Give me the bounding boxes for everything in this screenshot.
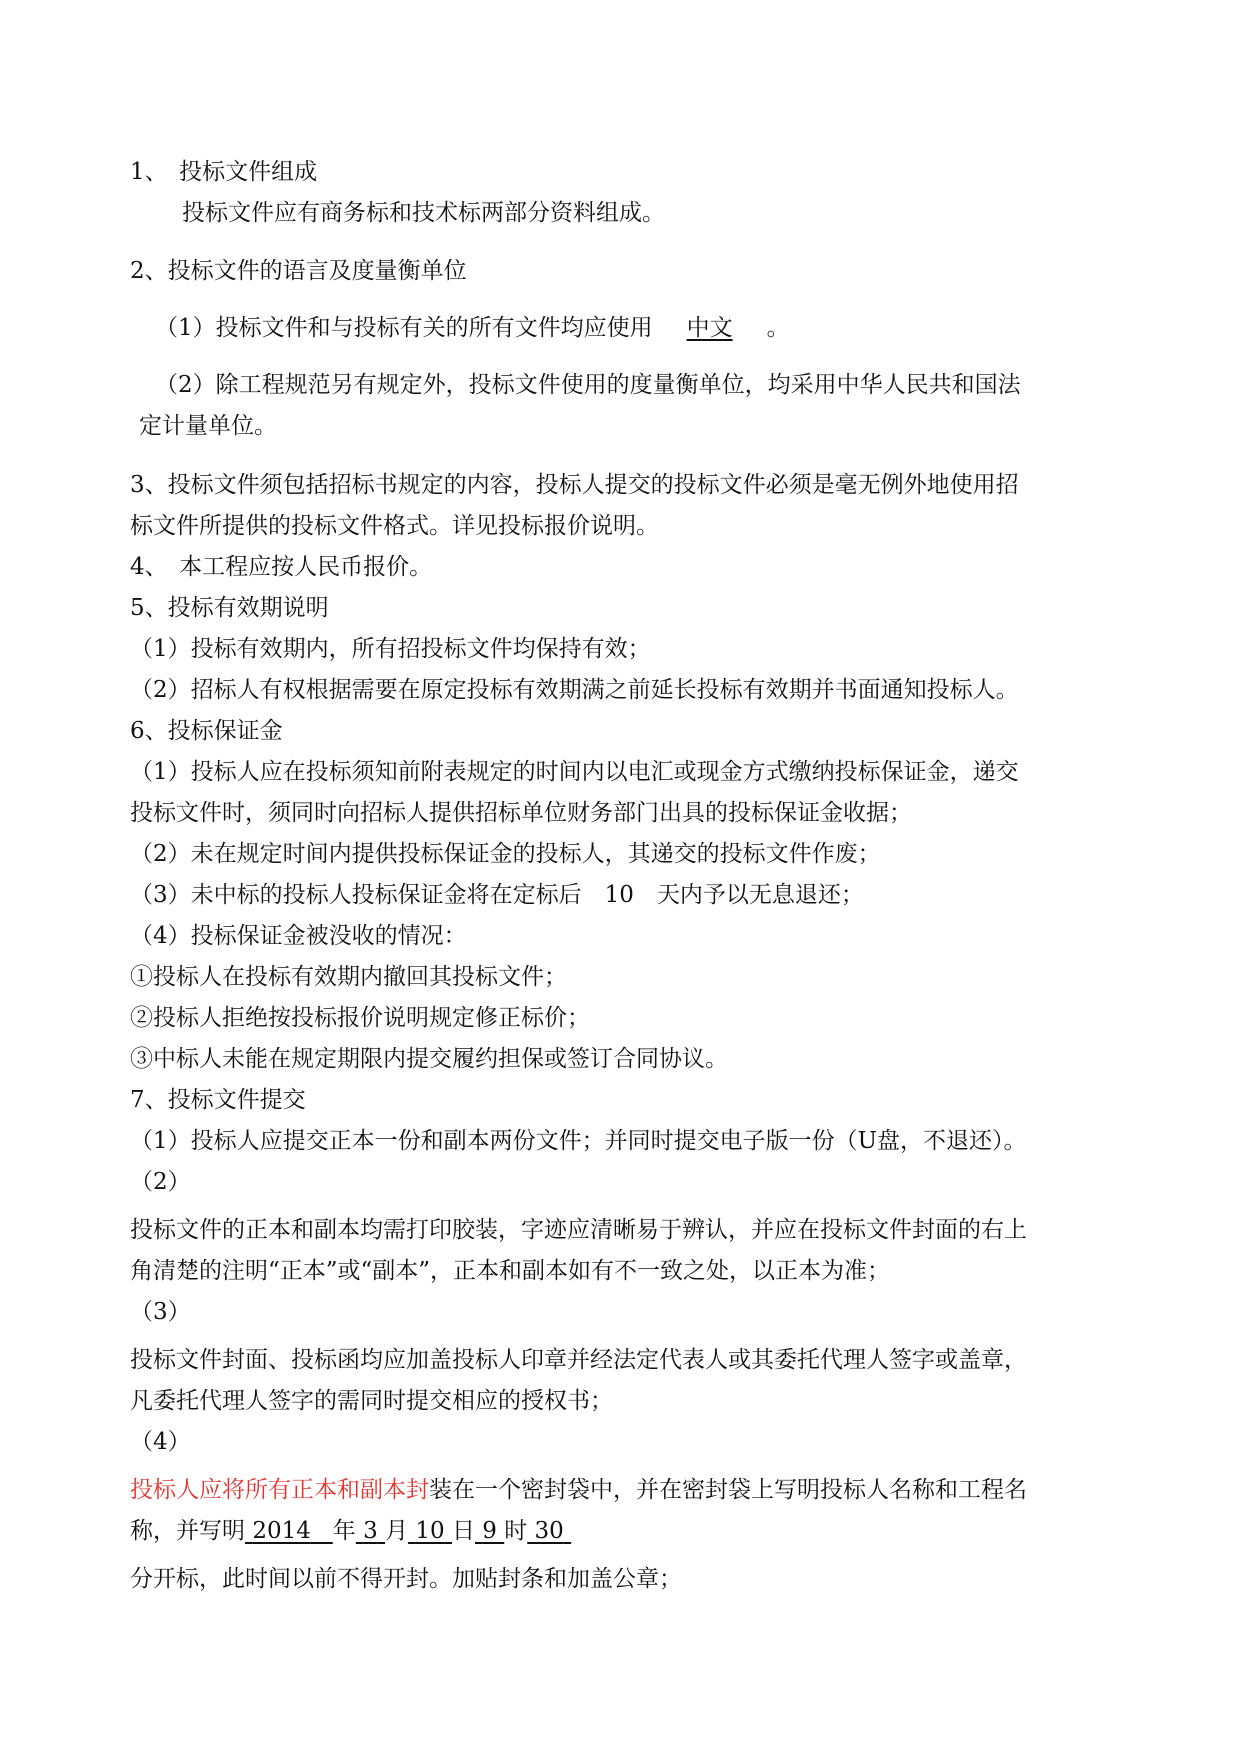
section-7-item-2-number: （2） <box>130 1169 191 1195</box>
minute-value: 30 <box>534 1518 564 1544</box>
section-2-title: 2、投标文件的语言及度量衡单位 <box>130 258 467 284</box>
section-6-item-1-line-1: （1）投标人应在投标须知前附表规定的时间内以电汇或现金方式缴纳投标保证金，递交 <box>130 759 1019 785</box>
section-7-item-3-line-1: 投标文件封面、投标函均应加盖投标人印章并经法定代表人或其委托代理人签字或盖章， <box>130 1347 1027 1373</box>
section-6-title: 6、投标保证金 <box>130 718 283 744</box>
section-3-line-1: 3、投标文件须包括招标书规定的内容，投标人提交的投标文件必须是毫无例外地使用招 <box>130 472 1019 498</box>
section-4: 4、 本工程应按人民币报价。 <box>130 554 433 580</box>
section-7-title: 7、投标文件提交 <box>130 1087 306 1113</box>
day-unit: 日 <box>451 1518 475 1544</box>
section-7-item-1: （1）投标人应提交正本一份和副本两份文件；并同时提交电子版一份（U盘，不退还）。 <box>130 1128 1027 1154</box>
section-7-item-3-number: （3） <box>130 1299 191 1325</box>
section-6-item-2: （2）未在规定时间内提供投标保证金的投标人，其递交的投标文件作废； <box>130 841 881 867</box>
section-5-item-1: （1）投标有效期内，所有招投标文件均保持有效； <box>130 636 651 662</box>
language-field <box>653 315 767 341</box>
section-7-item-2-line-2: 角清楚的注明“正本”或“副本”，正本和副本如有不一致之处，以正本为准； <box>130 1258 891 1284</box>
section-1-body: 投标文件应有商务标和技术标两部分资料组成。 <box>182 200 665 226</box>
hour-value: 9 <box>482 1518 497 1544</box>
section-2-item-1-end: 。 <box>766 315 790 341</box>
section-6-case-2: ②投标人拒绝按投标报价说明规定修正标价； <box>130 1005 590 1031</box>
section-7-item-3-line-2: 凡委托代理人签字的需同时提交相应的授权书； <box>130 1388 613 1414</box>
section-6-item-3: （3）未中标的投标人投标保证金将在定标后 10 天内予以无息退还； <box>130 882 864 908</box>
section-5-title: 5、投标有效期说明 <box>130 595 329 621</box>
section-7-item-2-line-1: 投标文件的正本和副本均需打印胶装，字迹应清晰易于辨认，并应在投标文件封面的右上 <box>130 1217 1027 1243</box>
month-value: 3 <box>363 1518 378 1544</box>
deadline-prefix: 称，并写明 <box>130 1518 245 1544</box>
highlighted-text: 投标人应将所有正本和副本封 <box>130 1477 429 1503</box>
section-7-item-4-line-1 <box>130 1475 1120 1505</box>
day-field <box>408 1518 452 1544</box>
hour-field <box>475 1518 504 1544</box>
section-7-item-4-line-3: 分开标，此时间以前不得开封。加贴封条和加盖公章； <box>130 1566 682 1592</box>
section-2-item-1 <box>155 313 1145 343</box>
section-6-item-1-line-2: 投标文件时，须同时向招标人提供招标单位财务部门出具的投标保证金收据； <box>130 800 912 826</box>
language-value: 中文 <box>686 315 733 341</box>
section-7-item-4-line-1-rest: 装在一个密封袋中，并在密封袋上写明投标人名称和工程名 <box>429 1477 1027 1503</box>
year-unit: 年 <box>332 1518 356 1544</box>
section-2-item-1-text: （1）投标文件和与投标有关的所有文件均应使用 <box>155 315 653 341</box>
minute-field <box>527 1518 571 1544</box>
day-value: 10 <box>415 1518 445 1544</box>
section-7-item-4-line-2 <box>130 1516 1120 1546</box>
month-unit: 月 <box>385 1518 409 1544</box>
month-field <box>356 1518 385 1544</box>
section-1-title: 1、 投标文件组成 <box>130 159 318 185</box>
hour-unit: 时 <box>504 1518 528 1544</box>
section-2-item-2-line-1: （2）除工程规范另有规定外，投标文件使用的度量衡单位，均采用中华人民共和国法 <box>155 372 1021 398</box>
year-field <box>245 1518 333 1544</box>
section-3-line-2: 标文件所提供的投标文件格式。详见投标报价说明。 <box>130 513 659 539</box>
section-5-item-2: （2）招标人有权根据需要在原定投标有效期满之前延长投标有效期并书面通知投标人。 <box>130 677 1019 703</box>
section-7-item-4-number: （4） <box>130 1429 191 1455</box>
section-6-item-4: （4）投标保证金被没收的情况： <box>130 923 467 949</box>
year-value: 2014 <box>252 1518 311 1544</box>
section-6-case-1: ①投标人在投标有效期内撤回其投标文件； <box>130 964 567 990</box>
section-6-case-3: ③中标人未能在规定期限内提交履约担保或签订合同协议。 <box>130 1046 728 1072</box>
section-2-item-2-line-2: 定计量单位。 <box>139 413 277 439</box>
